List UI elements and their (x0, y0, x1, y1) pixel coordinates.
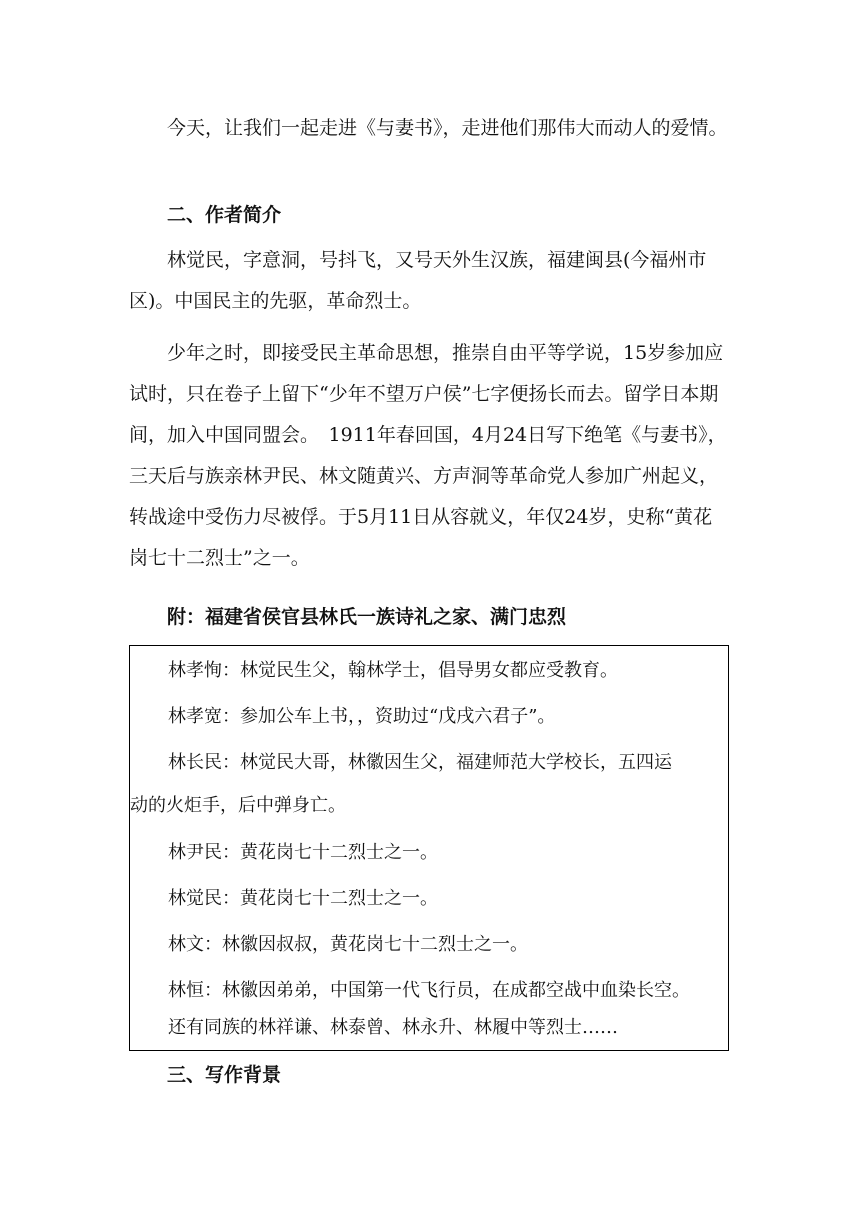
family-info-box (129, 645, 729, 1051)
family-line: 动的火炬手，后中弹身亡。 (130, 795, 346, 816)
family-line: 林孝恂：林觉民生父，翰林学士，倡导男女都应受教育。 (168, 660, 618, 681)
family-line: 林孝宽：参加公车上书，，资助过“戊戌六君子”。 (168, 706, 556, 727)
intro-paragraph: 今天，让我们一起走进《与妻书》，走进他们那伟大而动人的爱情。 (167, 117, 728, 139)
author-bio-paragraph-2: 少年之时，即接受民主革命思想，推崇自由平等学说，15岁参加应试时，只在卷子上留下“少年不望万户侯”七字便扬长而去。留学日本期间，加入中国同盟会。 1911年春回国，4月24日写下绝笔《与妻书》，三天后与族亲林尹民、林文随黄兴、方声洞等革命党人参加广州起义，转战途中受伤力尽被俘。于5月11日从容就义，年仅24岁，史称“黄花岗七十二烈士”之一。 (129, 342, 727, 569)
family-line: 林文：林徽因叔叔，黄花岗七十二烈士之一。 (168, 934, 528, 955)
family-line: 林尹民：黄花岗七十二烈士之一。 (168, 842, 438, 863)
family-line: 林恒：林徽因弟弟，中国第一代飞行员，在成都空战中血染长空。 (168, 980, 690, 1001)
section-heading-author: 二、作者简介 (167, 204, 282, 226)
family-line: 还有同族的林祥谦、林泰曾、林永升、林履中等烈士…… (168, 1017, 618, 1038)
author-bio-paragraph-1: 林觉民，字意洞，号抖飞，又号天外生汉族，福建闽县(今福州市区)。中国民主的先驱，革命烈士。 (129, 249, 707, 312)
section-heading-background: 三、写作背景 (167, 1064, 282, 1086)
family-line: 林长民：林觉民大哥，林徽因生父，福建师范大学校长，五四运 (168, 752, 672, 773)
family-line: 林觉民：黄花岗七十二烈士之一。 (168, 888, 438, 909)
appendix-heading: 附：福建省侯官县林氏一族诗礼之家、满门忠烈 (167, 606, 567, 628)
